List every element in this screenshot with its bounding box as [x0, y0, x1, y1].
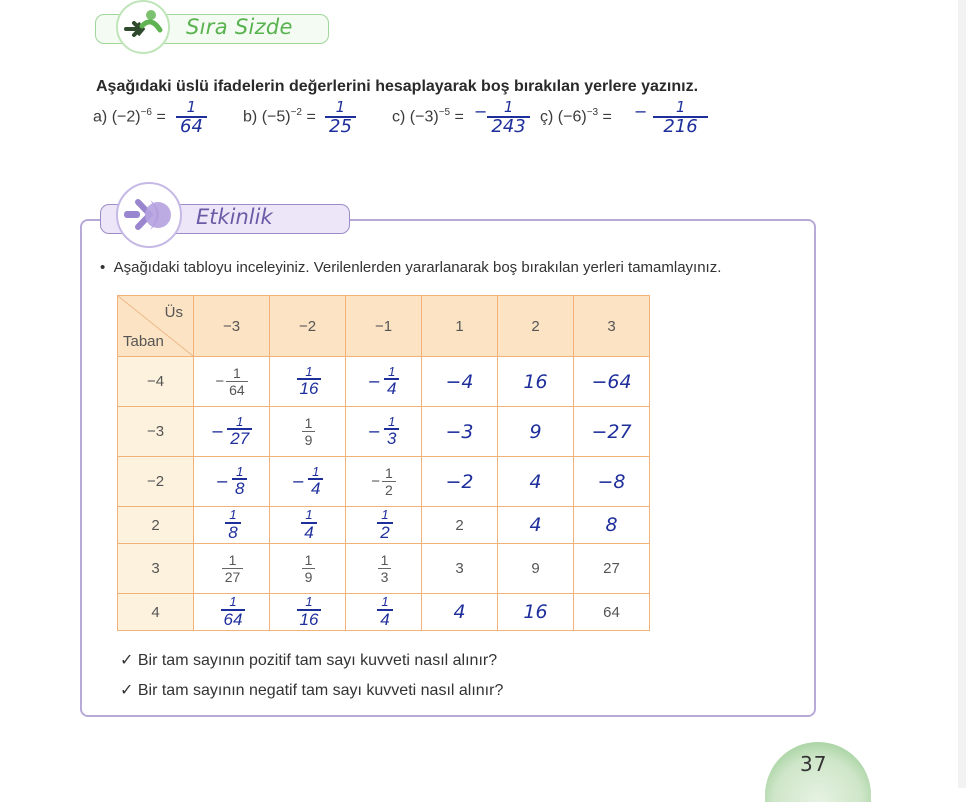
- handwritten-fraction: $\frac{1}{8}$: [232, 465, 247, 498]
- fraction-sign: −: [291, 471, 305, 491]
- sira-sizde-instruction: Aşağıdaki üslü ifadelerin değerlerini hesaplayarak boş bırakılan yerlere yazınız.: [96, 78, 699, 95]
- printed-value: 27: [603, 560, 620, 577]
- printed-fraction: $\frac{1}{2}$: [382, 465, 396, 498]
- handwritten-value: 9: [529, 420, 542, 443]
- table-cell[interactable]: [422, 357, 498, 407]
- handwritten-fraction: $\frac{1}{27}$: [227, 415, 252, 448]
- answer-b[interactable]: 1 25: [325, 100, 356, 137]
- table-cell[interactable]: [346, 594, 422, 631]
- handwritten-value: −2: [445, 470, 474, 493]
- handwritten-fraction: $\frac{1}{4}$: [377, 595, 392, 628]
- page-number: 37: [800, 752, 828, 776]
- table-cell[interactable]: [498, 357, 574, 407]
- handwritten-value: 8: [605, 514, 618, 536]
- printed-value: 2: [455, 516, 464, 534]
- table-cell[interactable]: [270, 357, 346, 407]
- question-1: ✓ Bir tam sayının pozitif tam sayı kuvveti nasıl alınır?: [120, 652, 498, 669]
- answer-a[interactable]: 1 64: [176, 100, 207, 137]
- table-row: [118, 507, 650, 544]
- table-cell: [574, 544, 650, 594]
- table-cell: [346, 457, 422, 507]
- table-body: [118, 357, 650, 631]
- handwritten-fraction: $\frac{1}{4}$: [308, 465, 323, 498]
- bullet-dot: •: [100, 259, 114, 276]
- base-header: −2: [118, 457, 194, 507]
- handwritten-fraction: $\frac{1}{2}$: [377, 508, 392, 541]
- corner-cell: Üs Taban: [118, 296, 194, 357]
- exponent-header: −1: [346, 296, 422, 357]
- table-cell[interactable]: [498, 594, 574, 631]
- table-cell[interactable]: [574, 357, 650, 407]
- table-cell[interactable]: [346, 507, 422, 544]
- fraction-sign: −: [210, 421, 225, 441]
- table-row: [118, 407, 650, 457]
- table-cell: [194, 357, 270, 407]
- handwritten-value: 4: [529, 470, 542, 493]
- printed-fraction: $\frac{1}{64}$: [226, 365, 248, 398]
- exponent-header: 1: [422, 296, 498, 357]
- table-cell: [574, 594, 650, 631]
- base-header: 2: [118, 507, 194, 544]
- sira-sizde-title: Sıra Sizde: [186, 15, 293, 39]
- printed-fraction: $\frac{1}{27}$: [222, 552, 244, 585]
- base-header: −4: [118, 357, 194, 407]
- arrow-person-icon: [118, 2, 168, 52]
- table-row: [118, 544, 650, 594]
- table-cell[interactable]: [270, 457, 346, 507]
- printed-fraction: $\frac{1}{9}$: [302, 415, 316, 448]
- printed-fraction: $\frac{1}{9}$: [302, 552, 316, 585]
- base-header: 4: [118, 594, 194, 631]
- power-table: [117, 295, 650, 631]
- table-cell[interactable]: [498, 457, 574, 507]
- table-cell[interactable]: [422, 457, 498, 507]
- table-header-row: [118, 296, 650, 357]
- handwritten-fraction: $\frac{1}{4}$: [384, 365, 399, 398]
- handwritten-value: 4: [453, 601, 466, 623]
- exponent-header: −3: [194, 296, 270, 357]
- table-cell[interactable]: [422, 407, 498, 457]
- fraction-sign: −: [371, 473, 380, 490]
- exponent-header: 2: [498, 296, 574, 357]
- table-row: [118, 594, 650, 631]
- exercise-cc: ç) $(-6)^{-3}$ =: [540, 107, 612, 126]
- table-cell[interactable]: [270, 507, 346, 544]
- handwritten-value: −3: [445, 420, 474, 443]
- etkinlik-title: Etkinlik: [196, 205, 273, 229]
- table-row: [118, 457, 650, 507]
- table-cell[interactable]: [574, 457, 650, 507]
- base-header: −3: [118, 407, 194, 457]
- table-cell[interactable]: [194, 457, 270, 507]
- table-cell: [422, 507, 498, 544]
- handwritten-value: −64: [591, 370, 632, 393]
- table-cell[interactable]: [574, 507, 650, 544]
- handwritten-value: 4: [529, 514, 542, 536]
- exercise-a: a) $(-2)^{-6}$ =: [93, 107, 166, 126]
- sira-sizde-icon-circle: [116, 0, 170, 54]
- table-cell[interactable]: [498, 507, 574, 544]
- exponent-header: −2: [270, 296, 346, 357]
- table-cell: [422, 544, 498, 594]
- printed-value: 64: [603, 603, 620, 621]
- table-cell: [346, 544, 422, 594]
- table-cell[interactable]: [346, 407, 422, 457]
- printed-value: 3: [455, 560, 464, 577]
- table-row: [118, 357, 650, 407]
- table-cell[interactable]: [422, 594, 498, 631]
- double-arrow-icon: [118, 184, 180, 246]
- table-cell[interactable]: [270, 594, 346, 631]
- table-cell[interactable]: [574, 407, 650, 457]
- exercise-b: b) $(-5)^{-2}$ =: [243, 107, 316, 126]
- table-cell: [194, 544, 270, 594]
- handwritten-fraction: $\frac{1}{16}$: [297, 365, 322, 398]
- table-cell[interactable]: [194, 594, 270, 631]
- question-2: ✓ Bir tam sayının negatif tam sayı kuvveti nasıl alınır?: [120, 682, 504, 699]
- fraction-sign: −: [215, 373, 225, 390]
- check-icon: ✓: [120, 682, 134, 699]
- table-cell[interactable]: [346, 357, 422, 407]
- handwritten-value: 16: [523, 370, 548, 393]
- answer-cc[interactable]: − $\frac{1}{216}$: [634, 100, 708, 137]
- answer-c[interactable]: − $\frac{1}{243}$: [474, 100, 530, 137]
- check-icon: ✓: [120, 652, 134, 669]
- table-cell: [498, 544, 574, 594]
- fraction-sign: −: [367, 421, 381, 441]
- exponent-header: 3: [574, 296, 650, 357]
- table-cell[interactable]: [498, 407, 574, 457]
- handwritten-value: −4: [445, 370, 474, 393]
- printed-fraction: $\frac{1}{3}$: [378, 552, 392, 585]
- handwritten-fraction: $\frac{1}{16}$: [297, 595, 322, 628]
- table-cell: [270, 544, 346, 594]
- handwritten-fraction: $\frac{1}{4}$: [301, 508, 316, 541]
- handwritten-fraction: $\frac{1}{8}$: [225, 508, 240, 541]
- table-cell[interactable]: [194, 407, 270, 457]
- page-edge: [958, 0, 966, 788]
- etkinlik-instruction: • Aşağıdaki tabloyu inceleyiniz. Verilenlerden yararlanarak boş bırakılan yerleri tamamlayınız.: [100, 259, 722, 276]
- fraction-sign: −: [215, 471, 229, 491]
- fraction-sign: −: [367, 371, 381, 391]
- handwritten-value: −27: [591, 420, 632, 443]
- exercise-c: c) $(-3)^{-5}$ =: [392, 107, 464, 126]
- etkinlik-icon-circle: [116, 182, 182, 248]
- handwritten-fraction: $\frac{1}{64}$: [221, 595, 246, 628]
- base-header: 3: [118, 544, 194, 594]
- table-cell[interactable]: [194, 507, 270, 544]
- handwritten-value: 16: [523, 601, 548, 623]
- printed-value: 9: [531, 560, 540, 577]
- handwritten-fraction: $\frac{1}{3}$: [384, 415, 399, 448]
- table-cell: [270, 407, 346, 457]
- handwritten-value: −8: [597, 470, 626, 493]
